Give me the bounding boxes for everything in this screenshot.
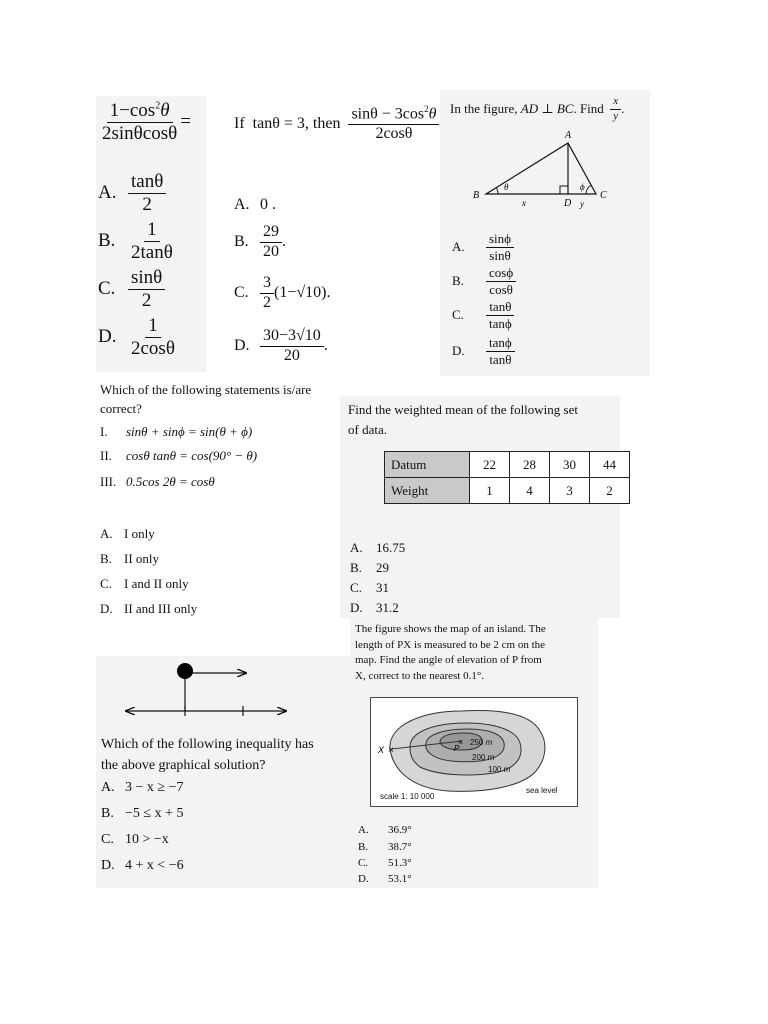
q3-option-d[interactable]: D. $\frac{\tan\phi}{\tan\theta}$ [452,336,515,366]
vertex-d: D [564,198,572,209]
q6-option-a[interactable]: A. 3 − x ≥ −7 [101,780,184,795]
q6-option-c[interactable]: C. 10 > −x [101,832,169,847]
point-p-label: P [454,744,460,753]
q3-prompt: In the figure, AD ⊥ BC . Find $\frac{x}{y}$ . [450,95,625,122]
table-row [385,478,630,504]
segment-y: y [580,199,584,209]
row-header-weight: Weight [385,478,470,504]
q3-option-a[interactable]: A. $\frac{\sin\phi}{\sin\theta}$ [452,232,514,262]
q7-option-b[interactable]: B. 38.7° [358,841,412,853]
q2-option-c[interactable]: C. $\frac{3}{2}$ (1−√10). [234,274,331,311]
table-cell: 2 [590,478,630,504]
q4-option-a[interactable]: A. I only [100,526,155,541]
q2-expression: If tanθ = 3 , then $\frac{\sin\theta - 3\cos^2\theta}{2\cos\theta}$ [234,105,449,143]
vertex-c: C [600,190,607,201]
table-cell: 30 [550,452,590,478]
closed-endpoint-dot [177,663,193,679]
q5-option-b[interactable]: B. 29 [350,560,389,575]
q2-option-d[interactable]: D. $\frac{30-3√10}{20}$ . [234,327,328,364]
table-cell: 1 [470,478,510,504]
q3-option-b[interactable]: B. $\frac{\cos\phi}{\cos\theta}$ [452,266,516,296]
q1-expression: $\frac{1-\cos^2\theta}{2\sin\theta\cos\theta}$ = [102,100,191,144]
q7-prompt: The figure shows the map of an island. The length of PX is measured to be 2 cm on the map. Find the angle of elevation of P from X, correct to the nearest 0.1°. [355,623,546,682]
row-header-datum: Datum [385,452,470,478]
q1-option-b[interactable]: B. $\frac{1}{2\tan\theta}$ [98,219,173,263]
q7-option-d[interactable]: D. 53.1° [358,873,412,885]
q7-option-c[interactable]: C. 51.3° [358,857,412,869]
segment-x: x [522,198,526,208]
map-scale-label: scale 1: 10 000 [380,792,435,801]
q4-option-c[interactable]: C. I and II only [100,576,189,591]
angle-phi: ϕ [580,182,585,192]
q6-prompt: Which of the following inequality has the above graphical solution? [101,737,314,773]
q6-option-b[interactable]: B. −5 ≤ x + 5 [101,806,184,821]
triangle-figure [468,128,618,210]
point-x-label: X [378,745,385,755]
q2-option-a[interactable]: A. 0 . [234,196,276,213]
right-angle-mark [560,186,568,194]
table-cell: 28 [510,452,550,478]
theta-arc [497,188,499,194]
q1-option-a[interactable]: A. $\frac{\tan\theta}{2}$ [98,172,166,215]
table-cell: 44 [590,452,630,478]
q7-option-a[interactable]: A. 36.9° [358,824,412,836]
number-line-graph [118,656,294,726]
table-cell: 4 [510,478,550,504]
contour-label-100: 100 m [488,765,511,774]
q1-option-c[interactable]: C. $\frac{\sin\theta}{2}$ [98,268,165,311]
q4-option-b[interactable]: B. II only [100,551,160,566]
angle-theta: θ [504,182,509,192]
q4-prompt: Which of the following statements is/are correct? [100,382,312,416]
phi-arc [586,185,592,194]
q2-option-b[interactable]: B. $\frac{29}{20}$ . [234,223,286,260]
q4-option-d[interactable]: D. II and III only [100,601,198,616]
sea-level-label: sea level [526,786,558,795]
table-row [385,452,630,478]
q5-option-c[interactable]: C. 31 [350,580,389,595]
table-cell: 3 [550,478,590,504]
point-p-cross: × [458,737,464,747]
table-cell: 22 [470,452,510,478]
q5-option-a[interactable]: A. 16.75 [350,540,406,555]
q6-option-d[interactable]: D. 4 + x < −6 [101,858,184,873]
vertex-a: A [565,130,572,141]
q5-prompt: Find the weighted mean of the following set of data. [348,402,578,437]
q4-statement-3: III. 0.5cos 2θ = cosθ [100,474,215,489]
q1-option-d[interactable]: D. $\frac{1}{2\cos\theta}$ [98,315,175,359]
weighted-data-table [384,451,630,504]
q5-option-d[interactable]: D. 31.2 [350,600,399,615]
q3-option-c[interactable]: C. $\frac{\tan\theta}{\tan\phi}$ [452,300,515,330]
contour-label-200: 200 m [472,753,495,762]
point-x-cross: × [388,745,394,756]
q4-statement-1: I. sinθ + sinϕ = sin(θ + ϕ) [100,424,253,439]
island-contour-map [370,697,578,807]
vertex-b: B [473,190,480,201]
q4-statement-2: II. cosθ tanθ = cos(90° − θ) [100,448,258,463]
contour-label-250: 250 m [470,738,493,747]
